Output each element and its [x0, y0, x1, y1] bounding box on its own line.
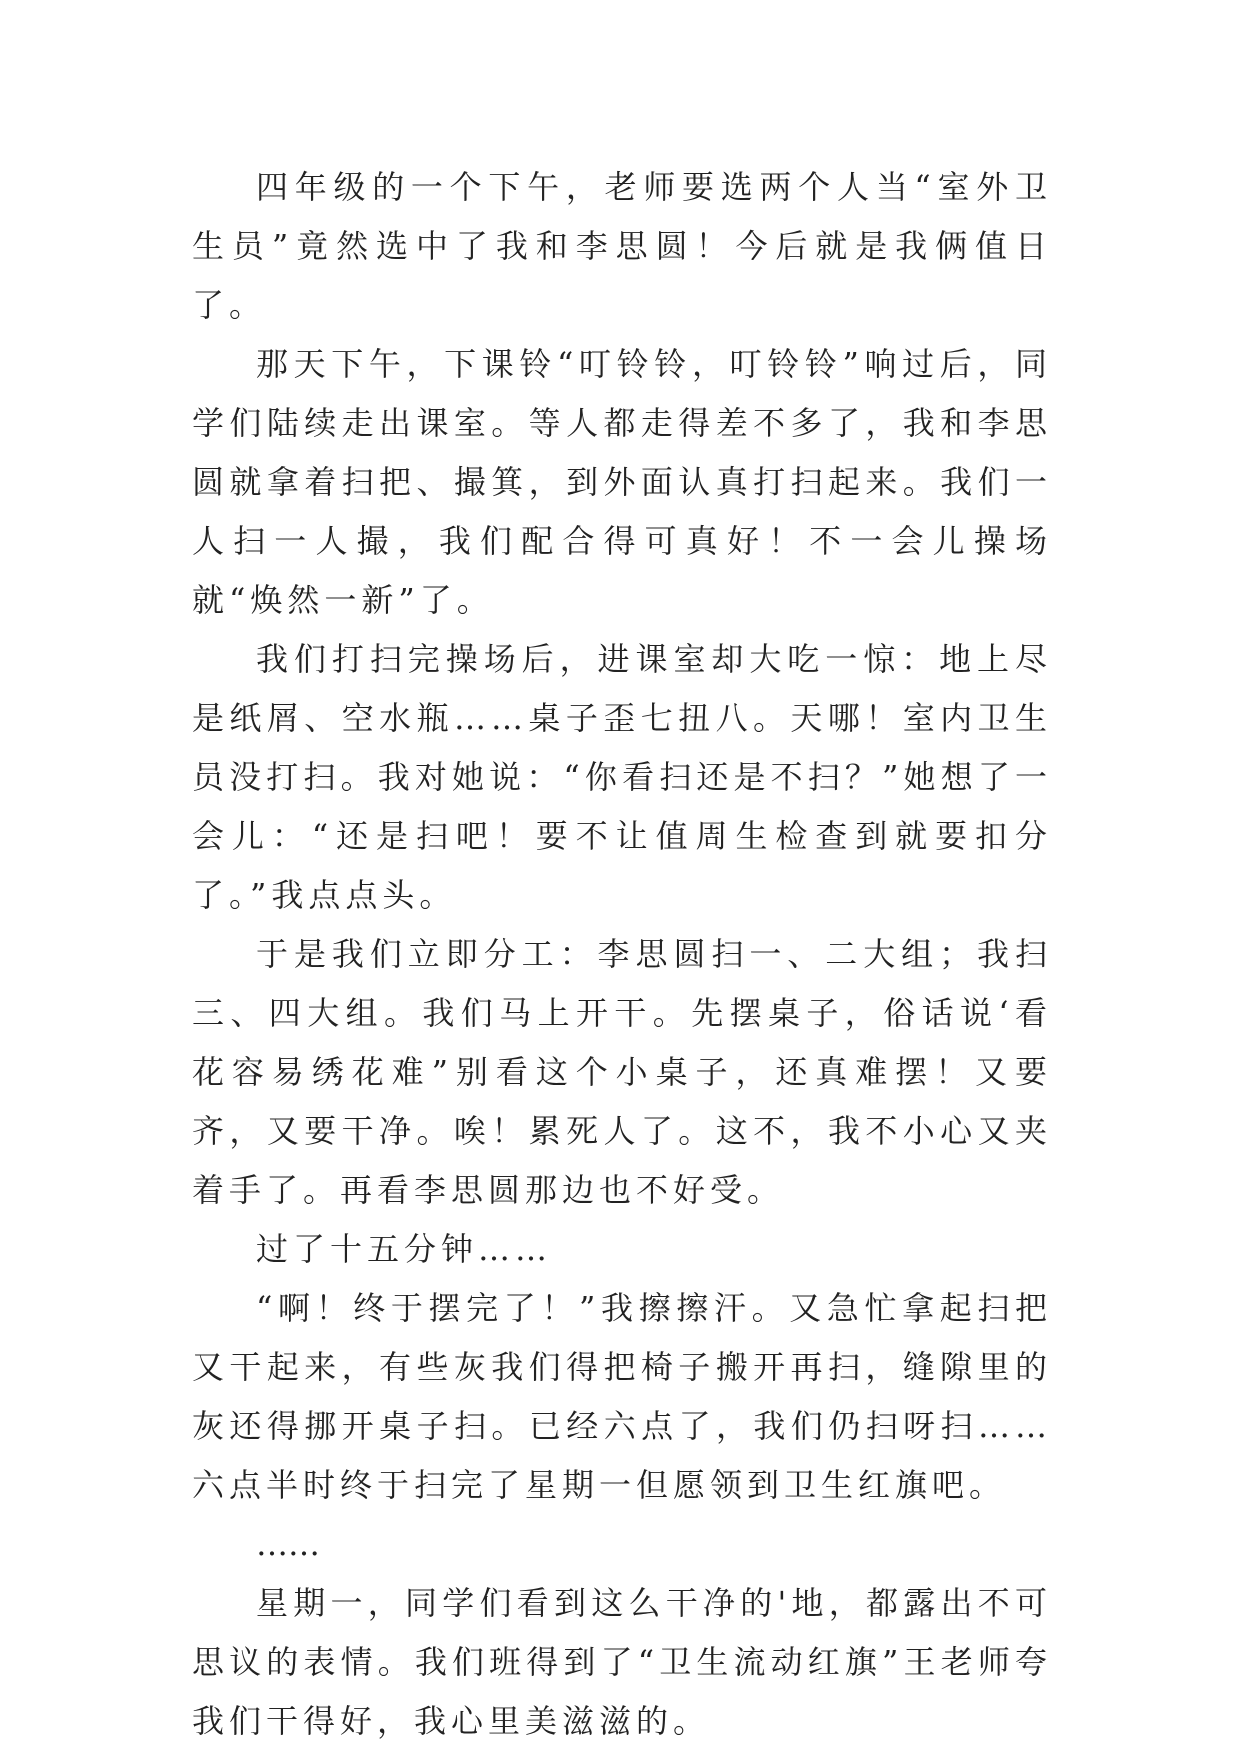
paragraph-7-ellipsis: …… — [256, 1525, 320, 1563]
essay-body — [192, 158, 1052, 1751]
paragraph-2: 那天下午，下课铃“叮铃铃，叮铃铃”响过后，同学们陆续走出课室。等人都走得差不多了，我和李思圆就拿着扫把、撮箕，到外面认真打扫起来。我们一人扫一人撮，我们配合得可真好！不一会儿操场就“焕然一新”了。 — [192, 345, 1052, 619]
paragraph-5: 过了十五分钟…… — [256, 1230, 553, 1268]
paragraph-1: 四年级的一个下午，老师要选两个人当“室外卫生员”竟然选中了我和李思圆！今后就是我俩值日了。 — [192, 168, 1052, 324]
paragraph-8: 星期一，同学们看到这么干净的'地，都露出不可思议的表情。我们班得到了“卫生流动红旗”王老师夸我们干得好，我心里美滋滋的。 — [192, 1584, 1052, 1740]
paragraph-3: 我们打扫完操场后，进课室却大吃一惊：地上尽是纸屑、空水瓶……桌子歪七扭八。天哪！室内卫生员没打扫。我对她说：“你看扫还是不扫？”她想了一会儿：“还是扫吧！要不让值周生检查到就要扣分了。”我点点头。 — [192, 640, 1052, 914]
paragraph-6: “啊！终于摆完了！”我擦擦汗。又急忙拿起扫把又干起来，有些灰我们得把椅子搬开再扫，缝隙里的灰还得挪开桌子扫。已经六点了，我们仍扫呀扫……六点半时终于扫完了星期一但愿领到卫生红旗吧。 — [192, 1289, 1052, 1504]
paragraph-4: 于是我们立即分工：李思圆扫一、二大组；我扫三、四大组。我们马上开干。先摆桌子，俗话说‘看花容易绣花难”别看这个小桌子，还真难摆！又要齐，又要干净。唉！累死人了。这不，我不小心又夹着手了。再看李思圆那边也不好受。 — [192, 935, 1052, 1209]
